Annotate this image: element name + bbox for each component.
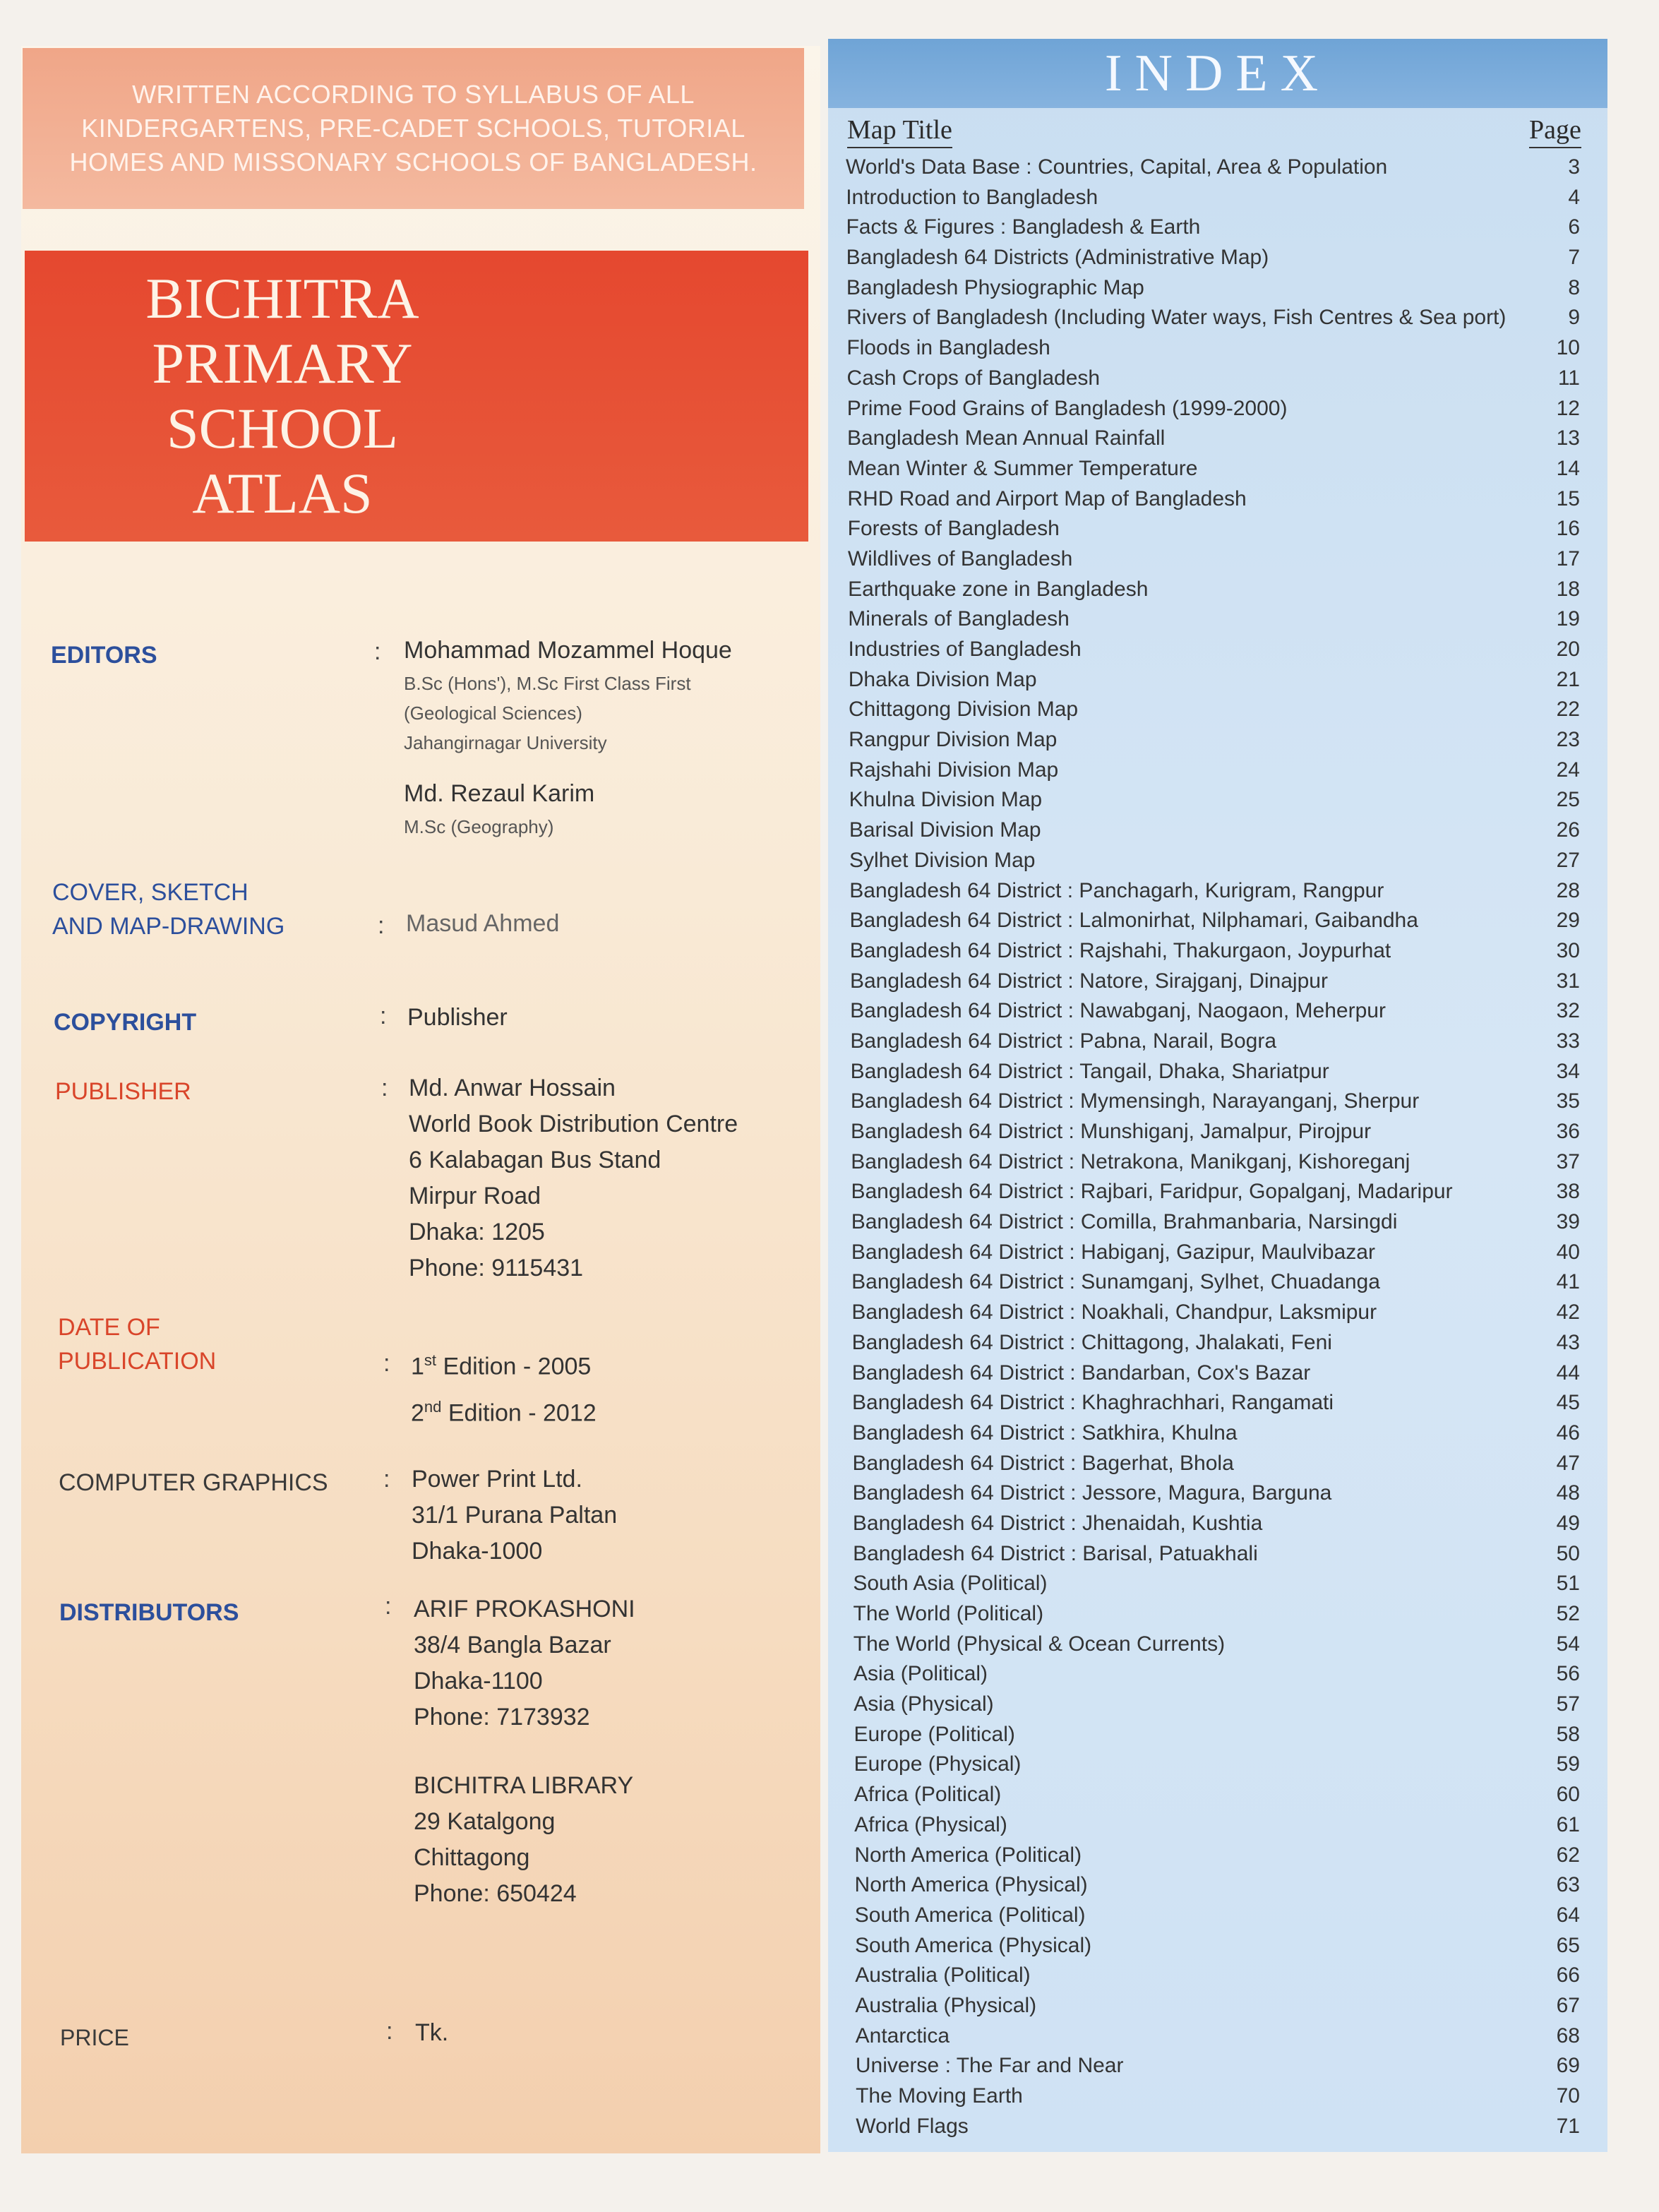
colon: : [381, 1075, 388, 1101]
index-row [855, 1961, 1587, 1991]
colon: : [378, 912, 385, 939]
index-row [849, 755, 1587, 786]
index-row [850, 906, 1588, 936]
index-map-title: Antarctica [855, 2023, 950, 2047]
copyright-value: Publisher [407, 1004, 508, 1031]
index-page-number: 44 [1556, 1361, 1580, 1385]
colon: : [380, 1003, 387, 1029]
index-map-title: World Flags [856, 2114, 969, 2138]
index-map-title: Bangladesh 64 District : Mymensingh, Narayanganj, Sherpur [850, 1089, 1420, 1113]
index-page-number: 54 [1556, 1632, 1580, 1656]
index-page-number: 34 [1556, 1059, 1580, 1083]
index-page-number: 7 [1568, 246, 1580, 270]
index-page-number: 6 [1568, 215, 1580, 239]
index-row [854, 1659, 1587, 1690]
index-page-number: 47 [1556, 1451, 1580, 1475]
price-value: Tk. [415, 2019, 449, 2046]
index-page-number: 27 [1556, 848, 1580, 872]
index-row [855, 1931, 1587, 1961]
index-page-number: 46 [1556, 1421, 1580, 1445]
index-page-number: 58 [1556, 1722, 1580, 1746]
distributors-value [414, 1591, 635, 1912]
syllabus-line: WRITTEN ACCORDING TO SYLLABUS OF ALL [132, 80, 695, 109]
index-page-number: 63 [1556, 1873, 1580, 1897]
index-row [853, 1569, 1587, 1599]
index-page-number: 36 [1556, 1120, 1580, 1143]
index-page-number: 21 [1556, 667, 1580, 691]
index-row [849, 785, 1587, 815]
index-row [855, 1901, 1587, 1931]
index-row [851, 1238, 1587, 1268]
index-row [849, 695, 1587, 725]
publisher-label: PUBLISHER [55, 1078, 191, 1105]
index-page-number: 68 [1556, 2023, 1580, 2047]
index-map-title: Australia (Political) [855, 1963, 1031, 1987]
index-row [846, 183, 1587, 213]
index-map-title: North America (Political) [854, 1843, 1082, 1867]
distributor-line: Phone: 650424 [414, 1880, 577, 1907]
index-page-number: 39 [1556, 1210, 1580, 1234]
index-map-title: Asia (Physical) [854, 1692, 994, 1716]
index-row [854, 1630, 1587, 1660]
index-map-title: Australia (Physical) [855, 1993, 1037, 2017]
index-map-title: Bangladesh 64 District : Lalmonirhat, Nilphamari, Gaibandha [849, 909, 1418, 933]
index-row [846, 333, 1587, 364]
index-row [854, 1780, 1587, 1810]
date-of-publication-label [58, 1310, 216, 1378]
index-map-title: Africa (Political) [854, 1783, 1002, 1807]
index-map-title: Bangladesh Physiographic Map [846, 275, 1144, 299]
index-page-number: 60 [1556, 1783, 1580, 1807]
index-page-number: 18 [1556, 577, 1580, 601]
index-map-title: Bangladesh 64 District : Barisal, Patuakhali [853, 1541, 1258, 1565]
index-page-number: 70 [1556, 2084, 1580, 2108]
index-row [851, 1147, 1587, 1178]
index-page-number: 50 [1556, 1541, 1580, 1565]
index-map-title: Floods in Bangladesh [846, 336, 1050, 360]
editor-credential: (Geological Sciences) [404, 703, 582, 724]
index-row [847, 394, 1587, 424]
index-page-number: 19 [1556, 607, 1580, 631]
cover-value: Masud Ahmed [406, 910, 560, 937]
index-map-title: Rajshahi Division Map [849, 758, 1059, 782]
colon: : [383, 1350, 390, 1377]
distributor-line: 29 Katalgong [414, 1808, 556, 1835]
index-page-number: 26 [1556, 818, 1580, 842]
index-map-title: Bangladesh 64 Districts (Administrative Map) [846, 246, 1269, 270]
index-row [851, 1177, 1587, 1207]
index-map-title: Bangladesh 64 District : Rajshahi, Thakurgaon, Joypurhat [849, 938, 1391, 962]
index-page-number: 31 [1556, 969, 1580, 993]
index-page-number: 59 [1556, 1752, 1580, 1776]
index-map-title: Europe (Political) [854, 1722, 1015, 1746]
index-map-title: The World (Physical & Ocean Currents) [853, 1632, 1226, 1656]
publisher-value [409, 1070, 738, 1286]
index-page-number: 22 [1556, 698, 1580, 722]
index-map-title: Khulna Division Map [849, 788, 1043, 812]
index-row [852, 1328, 1587, 1358]
index-row [856, 2112, 1587, 2142]
index-map-title: Africa (Physical) [854, 1812, 1007, 1836]
index-row [847, 454, 1587, 484]
distributor-line: ARIF PROKASHONI [414, 1596, 635, 1622]
index-row [856, 2081, 1587, 2112]
index-map-title: Chittagong Division Map [848, 698, 1079, 722]
index-row [850, 996, 1587, 1027]
index-map-title: Sylhet Division Map [849, 848, 1036, 872]
index-row [851, 1207, 1587, 1238]
publisher-line: Dhaka: 1205 [409, 1219, 545, 1245]
edition-list [411, 1340, 597, 1434]
syllabus-line: KINDERGARTENS, PRE-CADET SCHOOLS, TUTORIAL [81, 114, 745, 143]
index-row [848, 604, 1587, 635]
title-line: SCHOOL [166, 396, 399, 460]
index-page-number: 23 [1556, 728, 1580, 752]
index-map-title: Bangladesh 64 District : Jhenaidah, Kushtia [852, 1511, 1263, 1535]
date-label-line: DATE OF [58, 1314, 160, 1341]
index-map-title: Bangladesh 64 District : Sunamganj, Sylhet, Chuadanga [851, 1270, 1380, 1294]
index-row [851, 1057, 1587, 1087]
index-row [852, 1358, 1587, 1389]
publisher-line: Md. Anwar Hossain [409, 1075, 616, 1101]
index-row [846, 303, 1587, 333]
index-row [853, 1509, 1587, 1539]
index-row [849, 665, 1587, 695]
index-row [849, 635, 1587, 665]
index-page-number: 43 [1556, 1330, 1580, 1354]
index-row [852, 1388, 1587, 1418]
index-row [846, 213, 1587, 243]
index-map-title: Bangladesh 64 District : Rajbari, Faridpur, Gopalganj, Madaripur [851, 1180, 1453, 1204]
index-page-number: 56 [1556, 1662, 1580, 1686]
index-row [846, 153, 1587, 183]
index-row [849, 876, 1587, 907]
editors-value [404, 633, 732, 842]
index-page-number: 11 [1557, 366, 1580, 390]
index-page-number: 15 [1556, 486, 1580, 510]
colon: : [374, 638, 381, 665]
index-row [853, 1539, 1587, 1570]
distributor-line: BICHITRA LIBRARY [414, 1772, 634, 1799]
index-map-title: North America (Physical) [854, 1873, 1088, 1897]
index-page-number: 29 [1556, 909, 1580, 933]
index-row [848, 514, 1587, 544]
book-title [25, 251, 808, 542]
editor-credential: B.Sc (Hons'), M.Sc First Class First [404, 673, 691, 694]
index-page-number: 64 [1556, 1903, 1580, 1927]
index-map-title: Bangladesh 64 District : Satkhira, Khulna [852, 1421, 1238, 1445]
index-row [856, 2021, 1587, 2052]
cover-label [52, 875, 285, 943]
index-map-title: The World (Political) [853, 1602, 1044, 1625]
publisher-line: World Book Distribution Centre [409, 1111, 738, 1137]
colon: : [385, 1593, 392, 1620]
index-page-number: 13 [1556, 426, 1580, 450]
index-page-number: 51 [1556, 1572, 1580, 1596]
index-map-title: Bangladesh 64 District : Chittagong, Jhalakati, Feni [851, 1330, 1332, 1354]
index-page-number: 14 [1556, 456, 1580, 480]
distributor-line: Dhaka-1100 [414, 1668, 543, 1694]
graphics-line: Power Print Ltd. [412, 1466, 582, 1493]
index-page-number: 66 [1556, 1963, 1580, 1987]
index-row [847, 424, 1587, 454]
index-page-number: 62 [1556, 1843, 1580, 1867]
index-page-number: 28 [1556, 878, 1580, 902]
index-page-number: 49 [1556, 1511, 1580, 1535]
index-page-number: 69 [1556, 2054, 1580, 2078]
copyright-label: COPYRIGHT [54, 1009, 197, 1036]
index-map-title: Bangladesh 64 District : Netrakona, Manikganj, Kishoreganj [851, 1149, 1411, 1173]
index-row [851, 1298, 1587, 1328]
index-page-number: 61 [1556, 1812, 1580, 1836]
index-map-title: Earthquake zone in Bangladesh [848, 577, 1149, 601]
index-map-title: Cash Crops of Bangladesh [846, 366, 1101, 390]
index-map-title: Rangpur Division Map [849, 728, 1058, 752]
index-page-number: 40 [1556, 1240, 1580, 1264]
index-page-number: 20 [1556, 638, 1580, 661]
index-map-title: Bangladesh 64 District : Bandarban, Cox's Bazar [851, 1361, 1311, 1385]
index-map-title: Europe (Physical) [854, 1752, 1022, 1776]
index-map-title: Bangladesh 64 District : Jessore, Magura, Barguna [852, 1481, 1332, 1505]
index-page-number: 67 [1556, 1993, 1580, 2017]
distributor-line: Chittagong [414, 1844, 530, 1871]
index-page-number: 71 [1556, 2114, 1580, 2138]
index-page-number: 35 [1556, 1089, 1580, 1113]
index-row [846, 243, 1587, 273]
index-row [855, 1991, 1587, 2021]
index-page-number: 65 [1556, 1933, 1580, 1957]
index-map-title: South Asia (Political) [853, 1572, 1048, 1596]
index-page-number: 8 [1568, 275, 1580, 299]
index-map-title: Mean Winter & Summer Temperature [847, 456, 1198, 480]
index-page-number: 4 [1568, 185, 1580, 209]
index-map-title: Rivers of Bangladesh (Including Water ways, Fish Centres & Sea port) [846, 306, 1507, 330]
index-row [851, 1267, 1587, 1298]
index-map-title: South America (Political) [854, 1903, 1086, 1927]
index-row [850, 967, 1587, 997]
colon: : [383, 1466, 390, 1493]
index-map-title: Bangladesh 64 District : Nawabganj, Naogaon, Meherpur [850, 999, 1386, 1023]
editor-credential: M.Sc (Geography) [404, 816, 554, 837]
index-row [854, 1720, 1587, 1750]
editors-label: EDITORS [51, 642, 157, 669]
index-page-number: 37 [1556, 1149, 1580, 1173]
index-map-title: Forests of Bangladesh [847, 517, 1060, 541]
index-row [846, 273, 1587, 304]
index-page-number: 25 [1556, 788, 1580, 812]
index-row [849, 846, 1587, 876]
index-row [854, 1750, 1587, 1780]
index-page-number: 41 [1556, 1270, 1580, 1294]
index-map-title: Minerals of Bangladesh [848, 607, 1070, 631]
index-page-number: 17 [1556, 546, 1580, 570]
index-page-number: 9 [1568, 306, 1580, 330]
index-row [852, 1449, 1587, 1479]
colon: : [386, 2018, 393, 2045]
date-label-line: PUBLICATION [58, 1348, 217, 1375]
distributor-line: 38/4 Bangla Bazar [414, 1632, 611, 1658]
index-map-title: RHD Road and Airport Map of Bangladesh [847, 486, 1247, 510]
edition-line: 1st Edition - 2005 [411, 1351, 592, 1380]
page-column-header: Page [1529, 113, 1581, 148]
index-page-number: 45 [1556, 1391, 1580, 1415]
index-heading: INDEX [828, 39, 1607, 108]
index-map-title: Prime Food Grains of Bangladesh (1999-2000) [846, 396, 1288, 420]
index-row [851, 1117, 1587, 1147]
index-page-number: 42 [1556, 1301, 1580, 1325]
index-row [854, 1690, 1587, 1720]
index-page-number: 16 [1556, 517, 1580, 541]
index-row [849, 725, 1587, 755]
index-map-title: Wildlives of Bangladesh [847, 546, 1073, 570]
syllabus-line: HOMES AND MISSONARY SCHOOLS OF BANGLADESH. [69, 148, 757, 177]
index-map-title: Bangladesh 64 District : Bagerhat, Bhola [852, 1451, 1234, 1475]
index-map-title: Bangladesh 64 District : Khaghrachhari, Rangamati [852, 1391, 1334, 1415]
editor-name: Mohammad Mozammel Hoque [404, 637, 732, 664]
editor-credential: Jahangirnagar University [404, 732, 607, 753]
index-map-title: Bangladesh Mean Annual Rainfall [846, 426, 1166, 450]
index-page-number: 12 [1556, 396, 1580, 420]
edition-line: 2nd Edition - 2012 [411, 1398, 597, 1427]
computer-graphics-label: COMPUTER GRAPHICS [59, 1469, 328, 1496]
index-map-title: Facts & Figures : Bangladesh & Earth [846, 215, 1201, 239]
graphics-line: 31/1 Purana Paltan [412, 1502, 618, 1529]
index-page-number: 24 [1556, 758, 1580, 782]
syllabus-banner [23, 48, 804, 209]
title-line: BICHITRA [145, 266, 419, 330]
index-row [850, 936, 1587, 967]
index-map-title: Universe : The Far and Near [855, 2054, 1124, 2078]
distributor-line: Phone: 7173932 [414, 1704, 590, 1730]
title-line: PRIMARY [152, 331, 413, 395]
publisher-line: Phone: 9115431 [409, 1255, 584, 1281]
publisher-line: Mirpur Road [409, 1183, 541, 1209]
index-row [854, 1810, 1587, 1841]
index-page-number: 3 [1568, 155, 1580, 179]
index-list [846, 153, 1587, 2141]
index-row [848, 544, 1587, 575]
index-map-title: Bangladesh 64 District : Comilla, Brahmanbaria, Narsingdi [851, 1210, 1398, 1234]
index-page-number: 48 [1556, 1481, 1580, 1505]
index-row [854, 1841, 1587, 1871]
computer-graphics-value [412, 1461, 617, 1570]
index-map-title: Bangladesh 64 District : Munshiganj, Jamalpur, Pirojpur [851, 1120, 1372, 1143]
index-map-title: Barisal Division Map [849, 818, 1041, 842]
index-page-number: 32 [1556, 999, 1580, 1023]
index-map-title: Bangladesh 64 District : Panchagarh, Kurigram, Rangpur [849, 878, 1384, 902]
index-row [853, 1478, 1587, 1509]
index-page-number: 33 [1556, 1029, 1580, 1053]
index-map-title: Introduction to Bangladesh [846, 185, 1098, 209]
index-row [849, 815, 1587, 846]
index-map-title: Bangladesh 64 District : Tangail, Dhaka, Shariatpur [850, 1059, 1329, 1083]
index-map-title: Bangladesh 64 District : Habiganj, Gazipur, Maulvibazar [851, 1240, 1375, 1264]
index-map-title: South America (Physical) [854, 1933, 1092, 1957]
index-row [847, 484, 1587, 515]
index-row [854, 1599, 1587, 1630]
graphics-line: Dhaka-1000 [412, 1538, 543, 1565]
publisher-line: 6 Kalabagan Bus Stand [409, 1147, 661, 1173]
index-row [848, 575, 1587, 605]
index-map-title: Bangladesh 64 District : Noakhali, Chandpur, Laksmipur [851, 1301, 1377, 1325]
index-page-number: 57 [1556, 1692, 1580, 1716]
cover-label-line: AND MAP-DRAWING [52, 913, 285, 940]
index-map-title: Bangladesh 64 District : Pabna, Narail, Bogra [850, 1029, 1277, 1053]
index-row [850, 1027, 1587, 1057]
index-page-number: 52 [1556, 1602, 1580, 1625]
index-row [851, 1087, 1587, 1117]
index-row [855, 1870, 1587, 1901]
index-page-number: 30 [1556, 938, 1580, 962]
index-map-title: The Moving Earth [856, 2084, 1023, 2108]
distributors-label: DISTRIBUTORS [59, 1599, 239, 1626]
index-row [856, 2051, 1587, 2081]
index-map-title: Asia (Political) [854, 1662, 988, 1686]
index-row [847, 364, 1587, 394]
price-label: PRICE [60, 2025, 129, 2050]
index-page-number: 38 [1556, 1180, 1580, 1204]
index-map-title: World's Data Base : Countries, Capital, Area & Population [846, 155, 1388, 179]
title-line: ATLAS [192, 461, 373, 525]
editor-name: Md. Rezaul Karim [404, 780, 595, 807]
cover-label-line: COVER, SKETCH [52, 879, 248, 906]
map-title-column-header: Map Title [847, 113, 952, 148]
index-page-number: 10 [1556, 336, 1580, 360]
index-map-title: Dhaka Division Map [848, 667, 1037, 691]
index-row [852, 1418, 1587, 1449]
index-map-title: Industries of Bangladesh [848, 638, 1082, 661]
index-map-title: Bangladesh 64 District : Natore, Sirajganj, Dinajpur [849, 969, 1328, 993]
